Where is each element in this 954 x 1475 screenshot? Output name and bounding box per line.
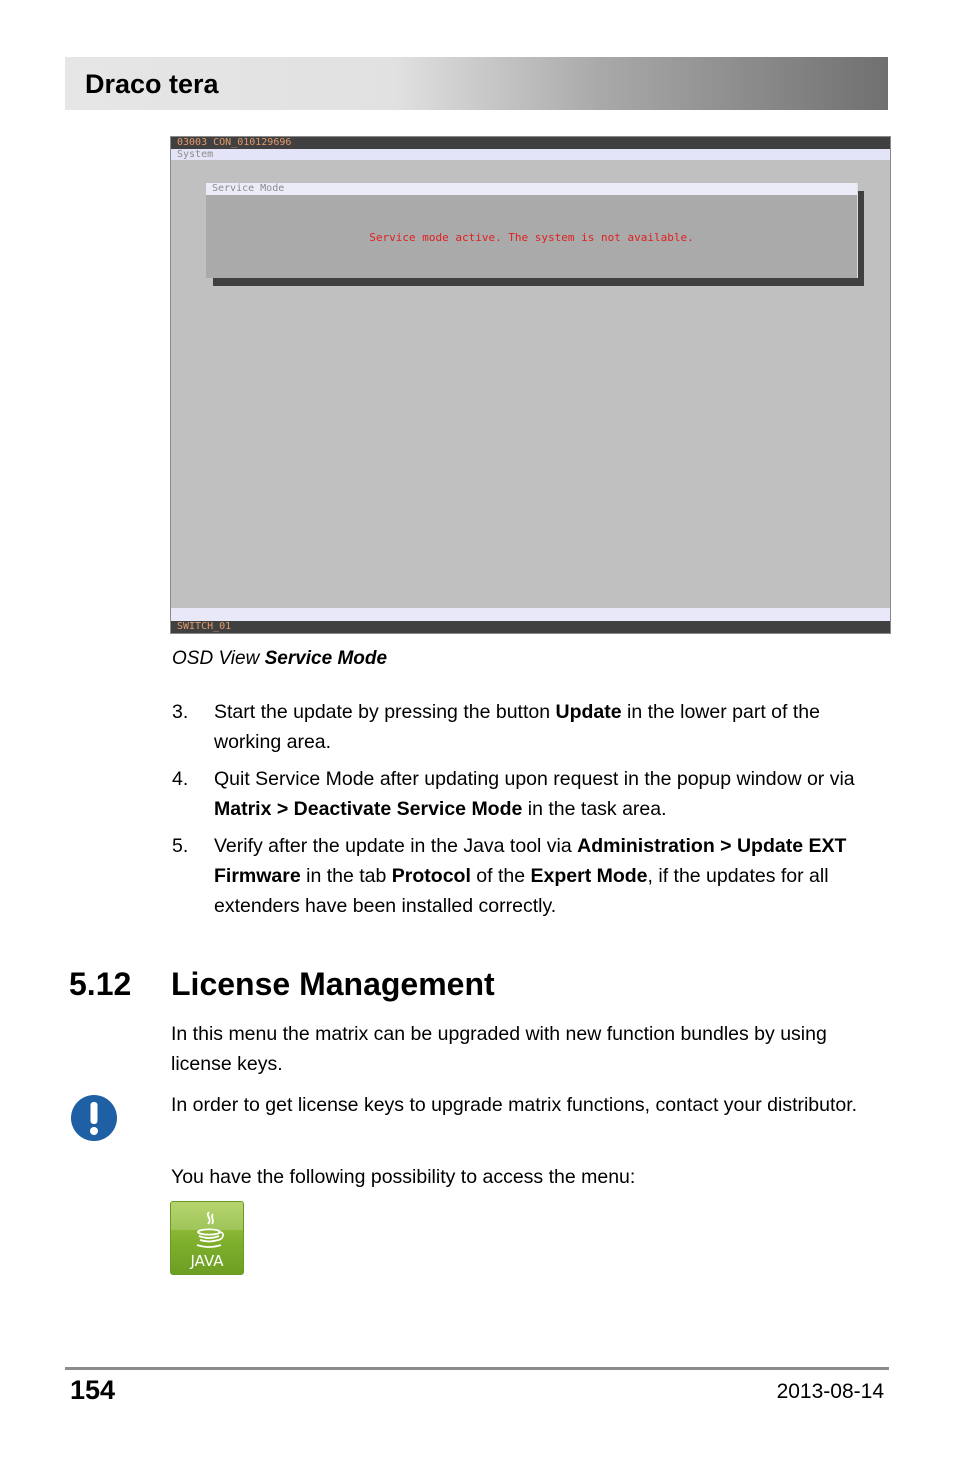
step-text: of the	[470, 865, 531, 887]
step-text: in the lower part of the working area.	[214, 701, 820, 753]
step-item-4	[170, 764, 875, 824]
section-heading	[69, 966, 495, 1003]
figure-caption	[172, 648, 387, 670]
step-bold-menu-path: Matrix > Deactivate Service Mode	[214, 798, 523, 820]
step-number: 5.	[172, 835, 189, 857]
step-item-5	[170, 831, 875, 921]
java-cup-icon	[171, 1206, 244, 1256]
step-text: Quit Service Mode after updating upon request in the popup window or via	[214, 768, 855, 790]
osd-dialog-title: Service Mode	[206, 183, 857, 195]
java-label: JAVA	[190, 1252, 224, 1270]
osd-bottom-band	[171, 608, 890, 621]
intro-paragraph: In this menu the matrix can be upgraded with new function bundles by using license keys.	[171, 1023, 827, 1075]
caption-bold: Service Mode	[264, 648, 388, 669]
step-bold-update: Update	[555, 701, 622, 723]
note-text: In order to get license keys to upgrade matrix functions, contact your distributor.	[171, 1094, 858, 1116]
step-bold-menu-path: Administration > Update EXT Firmware	[214, 835, 847, 887]
document-title: Draco tera	[85, 69, 219, 99]
exclamation-note-icon	[70, 1094, 118, 1142]
step-text: Start the update by pressing the button	[214, 701, 556, 723]
osd-system-bar: System	[171, 149, 890, 160]
osd-status-bar: SWITCH_01	[171, 621, 890, 633]
osd-service-mode-dialog	[206, 183, 858, 278]
java-tool-tile	[170, 1201, 244, 1275]
access-paragraph: You have the following possibility to access the menu:	[171, 1166, 636, 1188]
step-bold-mode: Expert Mode	[530, 865, 648, 887]
header-banner	[65, 57, 888, 110]
step-text: in the tab	[300, 865, 392, 887]
step-bold-tab: Protocol	[391, 865, 471, 887]
step-text: , if the updates for all extenders have been installed correctly.	[214, 865, 829, 917]
page-number: 154	[70, 1375, 116, 1405]
section-title: License Management	[171, 966, 495, 1002]
osd-screenshot	[170, 136, 891, 634]
osd-top-bar: 03003 CON_010129696	[171, 137, 890, 149]
step-item-3	[170, 697, 875, 757]
step-number: 4.	[172, 768, 189, 790]
osd-dialog-message: Service mode active. The system is not available.	[369, 231, 694, 244]
step-list	[170, 697, 875, 928]
step-text: Verify after the update in the Java tool via	[214, 835, 578, 857]
page-date: 2013-08-14	[776, 1380, 884, 1403]
section-number: 5.12	[69, 966, 132, 1002]
footer-rule	[65, 1367, 889, 1370]
step-number: 3.	[172, 701, 189, 723]
step-text: in the task area.	[522, 798, 667, 820]
caption-prefix: OSD View	[172, 648, 265, 669]
